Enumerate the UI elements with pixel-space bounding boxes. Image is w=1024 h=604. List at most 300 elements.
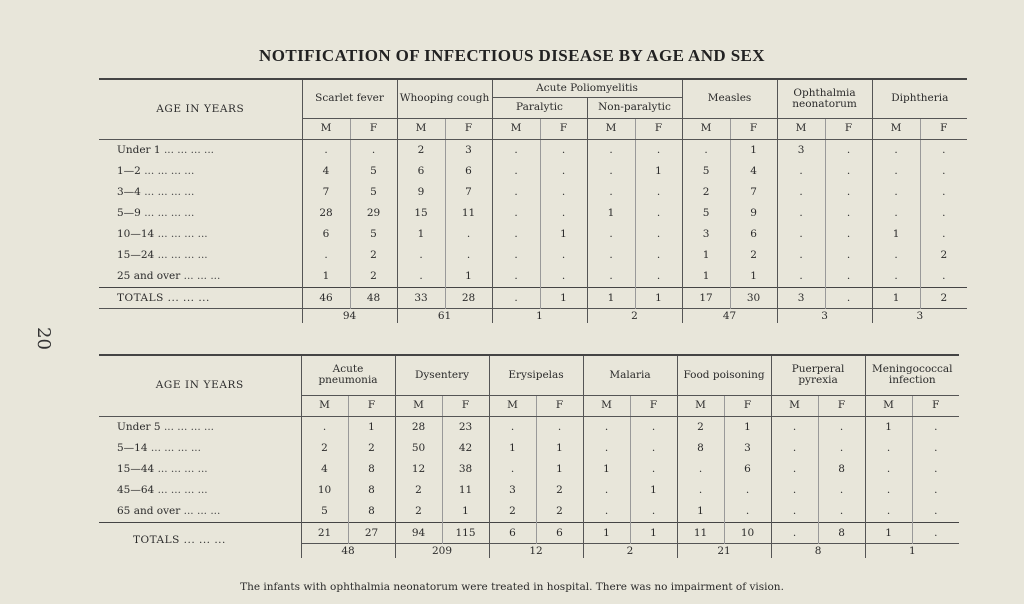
table-cell: 10 [301, 480, 348, 501]
group-total: 1 [492, 308, 587, 323]
page-number: 20 [32, 327, 54, 350]
age-group-label: Under 1 [117, 144, 161, 156]
table-cell: . [865, 459, 912, 480]
table-cell: 50 [395, 438, 442, 459]
leader-dots: ... ... ... ... [144, 207, 195, 219]
table-cell: . [934, 463, 938, 475]
sex-header: M [771, 395, 818, 416]
age-group-label: Under 5 [117, 421, 161, 433]
row-label [99, 139, 302, 161]
table-cell: 1 [583, 459, 630, 480]
table-cell: 2 [397, 139, 445, 161]
sex-header: M [677, 395, 724, 416]
table-cell: 6 [397, 161, 445, 182]
table-cell: . [872, 245, 920, 266]
totals-cell: 8 [818, 522, 865, 543]
table-cell: 3 [777, 139, 825, 161]
table-cell: 1 [348, 416, 395, 438]
table-cell: . [540, 245, 587, 266]
table-cell: 2 [677, 416, 724, 438]
table-cell: . [724, 480, 771, 501]
table-cell: . [777, 266, 825, 288]
table-cell: . [825, 182, 872, 203]
table-cell: 28 [395, 416, 442, 438]
totals-cell: 17 [682, 287, 730, 308]
table-cell: . [942, 270, 946, 282]
age-group-label: 45—64 [117, 484, 155, 496]
footnote: The infants with ophthalmia neonatorum were treated in hospital. There was no impairment of vision. [240, 581, 784, 593]
table-cell: 1 [682, 245, 730, 266]
totals-label-text: TOTALS [117, 291, 164, 304]
group-total: 2 [587, 308, 682, 323]
table-cell: 2 [395, 480, 442, 501]
table-cell: . [818, 416, 865, 438]
table-cell: . [630, 438, 677, 459]
totals-cell: 30 [730, 287, 777, 308]
sex-header: F [724, 395, 771, 416]
table-row [99, 161, 967, 182]
table-cell: 4 [730, 161, 777, 182]
table-cell: 2 [682, 182, 730, 203]
row-label [99, 416, 301, 438]
sex-header: F [818, 395, 865, 416]
sex-header: F [536, 395, 583, 416]
col-non-paralytic: Non-paralytic [587, 97, 682, 118]
table-cell: 4 [302, 161, 350, 182]
table-cell: . [587, 139, 635, 161]
totals-cell: 27 [348, 522, 395, 543]
totals-cell: 3 [777, 287, 825, 308]
table-cell: . [540, 266, 587, 288]
totals-label [99, 287, 302, 308]
sex-header: F [540, 118, 587, 139]
table-cell: 12 [395, 459, 442, 480]
totals-cell: 21 [301, 522, 348, 543]
table-cell: 5 [350, 161, 397, 182]
row-label [99, 266, 302, 288]
table-cell: . [942, 207, 946, 219]
table-cell: . [583, 438, 630, 459]
totals-cell: 6 [489, 522, 536, 543]
age-group-label: 65 and over [117, 505, 181, 517]
col-ophthalmia-neonatorum: Ophthalmia neonatorum [777, 79, 872, 118]
table-cell: . [771, 459, 818, 480]
table-cell: 1 [682, 266, 730, 288]
sex-header: M [397, 118, 445, 139]
table-cell: . [587, 224, 635, 245]
leader-dots: ... ... ... ... [144, 165, 195, 177]
leader-dots: ... ... ... ... [163, 144, 215, 156]
totals-cell: . [912, 522, 959, 543]
totals-cell: . [825, 287, 872, 308]
totals-cell: 115 [442, 522, 489, 543]
age-group-label: 15—44 [117, 463, 155, 475]
sex-header: F [445, 118, 492, 139]
totals-row [99, 522, 959, 543]
row-label [99, 203, 302, 224]
table-cell: . [777, 182, 825, 203]
table-cell: . [540, 139, 587, 161]
table-cell: 5 [682, 161, 730, 182]
table-row [99, 480, 959, 501]
table-cell: . [583, 501, 630, 523]
table-cell: . [825, 161, 872, 182]
sex-header: M [492, 118, 540, 139]
table-cell: 2 [489, 501, 536, 523]
age-group-label: 15—24 [117, 249, 155, 261]
col-meningococcal-infection: Meningococcal infection [865, 355, 959, 395]
table-cell: . [302, 245, 350, 266]
table-cell: . [492, 139, 540, 161]
table-row [99, 139, 967, 161]
col-malaria: Malaria [583, 355, 677, 395]
table-cell: . [536, 416, 583, 438]
col-measles: Measles [682, 79, 777, 118]
group-total: 12 [489, 543, 583, 558]
table-cell: 1 [489, 438, 536, 459]
table-cell: . [872, 161, 920, 182]
group-total: 8 [771, 543, 865, 558]
group-total: 3 [872, 308, 967, 323]
totals-cell: 10 [724, 522, 771, 543]
table-cell: . [682, 139, 730, 161]
table-cell: . [397, 266, 445, 288]
table-cell: . [865, 480, 912, 501]
row-label [99, 438, 301, 459]
totals-cell: 11 [677, 522, 724, 543]
table-cell: . [825, 245, 872, 266]
table-cell: 1 [536, 459, 583, 480]
table-cell: 9 [730, 203, 777, 224]
totals-cell: 1 [865, 522, 912, 543]
sex-header: M [301, 395, 348, 416]
totals-cell: 28 [445, 287, 492, 308]
table-cell: . [818, 501, 865, 523]
sex-header: M [583, 395, 630, 416]
row-label [99, 224, 302, 245]
table-cell: . [635, 203, 682, 224]
table-cell: 6 [302, 224, 350, 245]
age-group-label: 5—9 [117, 207, 141, 219]
table-cell: . [540, 161, 587, 182]
totals-cell: . [492, 287, 540, 308]
sex-header: M [489, 395, 536, 416]
table-row [99, 203, 967, 224]
age-group-label: 10—14 [117, 228, 155, 240]
table-cell: 1 [587, 203, 635, 224]
table-cell: 3 [445, 139, 492, 161]
row-label [99, 245, 302, 266]
table-cell: 2 [350, 266, 397, 288]
table-cell: . [942, 165, 946, 177]
table-cell: . [942, 144, 946, 156]
table-cell: 1 [442, 501, 489, 523]
table-cell: . [777, 245, 825, 266]
table-cell: 28 [302, 203, 350, 224]
notification-table-1 [99, 78, 967, 323]
table-cell: . [818, 438, 865, 459]
table-cell: . [777, 203, 825, 224]
group-total: 3 [777, 308, 872, 323]
table-cell: 1 [302, 266, 350, 288]
table-row [99, 245, 967, 266]
totals-cell: 1 [587, 287, 635, 308]
table-cell: . [771, 416, 818, 438]
sums-row [99, 308, 967, 323]
table-cell: . [492, 182, 540, 203]
table-cell: . [489, 459, 536, 480]
col-whooping-cough: Whooping cough [397, 79, 492, 118]
table-cell: . [677, 459, 724, 480]
sex-header: M [395, 395, 442, 416]
table-cell: 7 [445, 182, 492, 203]
col-acute-poliomyelitis: Acute Poliomyelitis [492, 79, 682, 97]
row-label [99, 161, 302, 182]
table-cell: . [865, 501, 912, 523]
table-cell: . [630, 501, 677, 523]
sex-header: M [777, 118, 825, 139]
totals-label-text: TOTALS [133, 534, 180, 546]
row-label [99, 459, 301, 480]
table-cell: 3 [682, 224, 730, 245]
sex-header: M [302, 118, 350, 139]
table-cell: 23 [442, 416, 489, 438]
table-cell: . [825, 224, 872, 245]
table-cell: 1 [724, 416, 771, 438]
group-total: 61 [397, 308, 492, 323]
table-row [99, 459, 959, 480]
age-header: AGE IN YEARS [99, 355, 301, 416]
table-cell: 3 [724, 438, 771, 459]
leader-dots: ... ... ... ... [157, 249, 208, 261]
page-title: NOTIFICATION OF INFECTIOUS DISEASE BY AGE AND SEX [259, 46, 765, 65]
leader-dots: ... ... ... [167, 291, 210, 304]
row-label [99, 480, 301, 501]
totals-cell: 33 [397, 287, 445, 308]
table-cell: . [489, 416, 536, 438]
table-cell: 8 [348, 459, 395, 480]
table-cell: 2 [536, 480, 583, 501]
table-cell: 7 [730, 182, 777, 203]
table-cell: 2 [301, 438, 348, 459]
table-cell: 6 [445, 161, 492, 182]
table-cell: 1 [730, 139, 777, 161]
table-cell: . [630, 459, 677, 480]
totals-cell: 48 [350, 287, 397, 308]
totals-cell: 1 [635, 287, 682, 308]
col-acute-pneumonia: Acute pneumonia [301, 355, 395, 395]
table-cell: . [492, 203, 540, 224]
table-cell: 7 [302, 182, 350, 203]
sex-header: F [350, 118, 397, 139]
table-cell: . [771, 501, 818, 523]
sex-header: F [920, 118, 967, 139]
table-cell: . [587, 266, 635, 288]
row-label [99, 182, 302, 203]
age-group-label: 25 and over [117, 270, 181, 282]
col-dysentery: Dysentery [395, 355, 489, 395]
table-cell: . [635, 182, 682, 203]
table-cell: . [724, 501, 771, 523]
table-cell: . [635, 266, 682, 288]
table-row [99, 416, 959, 438]
table-cell: 11 [445, 203, 492, 224]
leader-dots: ... ... ... ... [157, 463, 208, 475]
table-cell: . [540, 203, 587, 224]
leader-dots: ... ... ... ... [157, 484, 208, 496]
table-cell: 1 [865, 416, 912, 438]
leader-dots: ... ... ... [183, 270, 221, 282]
age-group-label: 3—4 [117, 186, 141, 198]
table-cell: . [302, 139, 350, 161]
row-label [99, 501, 301, 523]
group-total: 209 [395, 543, 489, 558]
table-cell: . [825, 266, 872, 288]
table-cell: . [587, 161, 635, 182]
table-cell: 8 [818, 459, 865, 480]
table-cell: 1 [536, 438, 583, 459]
table-cell: . [583, 480, 630, 501]
sex-header: F [442, 395, 489, 416]
table-cell: 3 [489, 480, 536, 501]
table-cell: . [934, 421, 938, 433]
table-cell: . [583, 416, 630, 438]
table-cell: . [492, 266, 540, 288]
table-cell: 5 [682, 203, 730, 224]
sex-header: F [348, 395, 395, 416]
col-diphtheria: Diphtheria [872, 79, 967, 118]
group-total: 2 [583, 543, 677, 558]
table-cell: . [397, 245, 445, 266]
table-cell: 2 [350, 245, 397, 266]
table-cell: . [677, 480, 724, 501]
col-paralytic: Paralytic [492, 97, 587, 118]
table-row [99, 224, 967, 245]
table-cell: 8 [348, 480, 395, 501]
table-cell: 5 [301, 501, 348, 523]
totals-cell: 46 [302, 287, 350, 308]
sex-header: M [682, 118, 730, 139]
table-cell: . [825, 139, 872, 161]
col-puerperal-pyrexia: Puerperal pyrexia [771, 355, 865, 395]
table-cell: . [825, 203, 872, 224]
table-cell: 1 [677, 501, 724, 523]
totals-label [99, 522, 301, 558]
table-cell: 1 [397, 224, 445, 245]
table-cell: 8 [677, 438, 724, 459]
table-row [99, 266, 967, 288]
sex-header: F [635, 118, 682, 139]
table-cell: . [771, 438, 818, 459]
age-header: AGE IN YEARS [99, 79, 302, 139]
table-cell: 8 [348, 501, 395, 523]
age-group-label: 5—14 [117, 442, 148, 454]
table-cell: 29 [350, 203, 397, 224]
sex-header: F [825, 118, 872, 139]
table-cell: 1 [540, 224, 587, 245]
age-group-label: 1—2 [117, 165, 141, 177]
leader-dots: ... ... ... ... [157, 228, 208, 240]
totals-cell: 2 [920, 287, 967, 308]
table-cell: . [301, 416, 348, 438]
table-cell: . [771, 480, 818, 501]
sex-header: M [587, 118, 635, 139]
table-cell: . [587, 182, 635, 203]
table-row [99, 182, 967, 203]
table-cell: . [872, 139, 920, 161]
table-cell: 5 [350, 224, 397, 245]
table-cell: . [818, 480, 865, 501]
sex-header: F [630, 395, 677, 416]
table-cell: . [942, 228, 946, 240]
group-total: 94 [302, 308, 397, 323]
sex-header: M [872, 118, 920, 139]
col-food-poisoning: Food poisoning [677, 355, 771, 395]
sex-header: F [912, 395, 959, 416]
notification-table-2 [99, 354, 959, 558]
totals-cell: 1 [630, 522, 677, 543]
table-cell: . [492, 161, 540, 182]
totals-cell: . [771, 522, 818, 543]
totals-cell: 94 [395, 522, 442, 543]
totals-cell: 1 [872, 287, 920, 308]
table-cell: 2 [348, 438, 395, 459]
sex-header: M [865, 395, 912, 416]
totals-cell: 1 [540, 287, 587, 308]
sex-header: F [730, 118, 777, 139]
table-cell: 42 [442, 438, 489, 459]
table-cell: . [872, 182, 920, 203]
table-cell: . [540, 182, 587, 203]
table-cell: . [445, 224, 492, 245]
leader-dots: ... ... ... ... [150, 442, 201, 454]
leader-dots: ... ... ... [183, 534, 226, 546]
table-row [99, 438, 959, 459]
table-cell: . [934, 442, 938, 454]
table-row [99, 501, 959, 523]
table-cell: 38 [442, 459, 489, 480]
table-cell: . [777, 224, 825, 245]
table-cell: 1 [872, 224, 920, 245]
table-cell: 15 [397, 203, 445, 224]
table-cell: 2 [730, 245, 777, 266]
table-cell: . [587, 245, 635, 266]
group-total: 21 [677, 543, 771, 558]
leader-dots: ... ... ... ... [144, 186, 195, 198]
table-cell: 9 [397, 182, 445, 203]
table-cell: 1 [635, 161, 682, 182]
table-cell: . [872, 203, 920, 224]
table-cell: . [635, 245, 682, 266]
table-cell: 6 [724, 459, 771, 480]
table-cell: 5 [350, 182, 397, 203]
table-cell: . [872, 266, 920, 288]
table-cell: . [492, 245, 540, 266]
table-cell: 2 [940, 249, 948, 261]
totals-cell: 1 [583, 522, 630, 543]
table-cell: 1 [730, 266, 777, 288]
totals-cell: 6 [536, 522, 583, 543]
totals-row [99, 287, 967, 308]
table-cell: 2 [536, 501, 583, 523]
leader-dots: ... ... ... [183, 505, 221, 517]
table-cell: . [934, 484, 938, 496]
table-cell: 2 [395, 501, 442, 523]
table-cell: . [934, 505, 938, 517]
group-total: 1 [865, 543, 959, 558]
table-cell: . [777, 161, 825, 182]
table-cell: . [635, 139, 682, 161]
